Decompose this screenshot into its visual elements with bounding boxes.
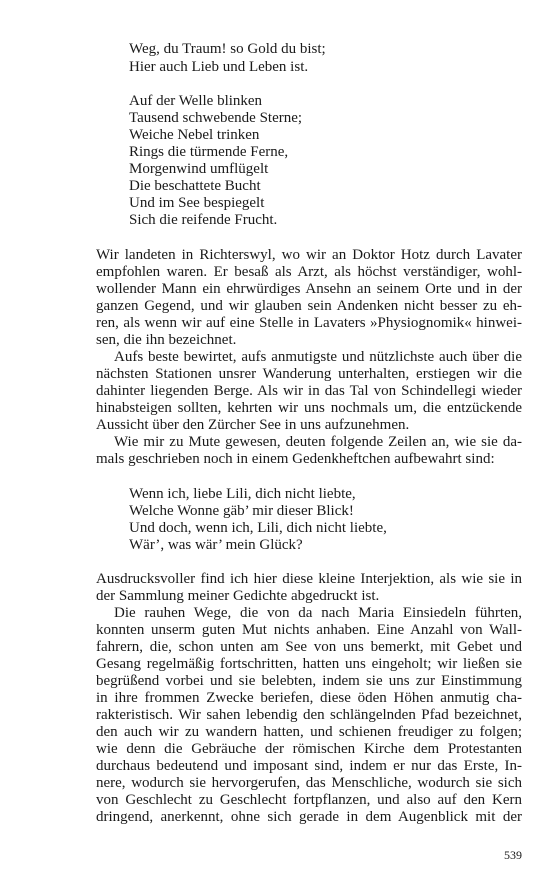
paragraph-line: nächsten Stationen unsrer Wanderung unterhalten, erstiegen wir die	[96, 366, 522, 382]
paragraph-line: nere, wodurch sie hervorgerufen, das Menschliche, wodurch sie sich	[96, 775, 522, 791]
poem-line: Welche Wonne gäb’ mir dieser Blick!	[129, 503, 354, 519]
paragraph-line: konnten unserm guten Mut nichts anhaben. Eine Anzahl von Wall-	[96, 622, 522, 638]
paragraph-line: Wie mir zu Mute gewesen, deuten folgende Zeilen an, wie sie da-	[114, 434, 522, 450]
paragraph-line: in ihre frommen Zwecke beriefen, diese öden Höhen anmutig cha-	[96, 690, 522, 706]
poem-line: Auf der Welle blinken	[129, 93, 263, 109]
paragraph-line: Wir landeten in Richterswyl, wo wir an Doktor Hotz durch Lavater	[96, 247, 522, 263]
paragraph-line: ganzen Gegend, und wir glauben sein Andenken nicht besser zu eh-	[96, 298, 522, 314]
paragraph-line: von Geschlecht zu Geschlecht fortpflanzen, und also auf den Kern	[96, 792, 522, 808]
paragraph-line: fahrern, die, schon unten am See von uns bemerkt, mit Gebet und	[96, 639, 522, 655]
page-number: 539	[504, 848, 522, 862]
paragraph-line: sen, die ihn bezeichnet.	[96, 332, 237, 348]
poem-line: Hier auch Lieb und Leben ist.	[129, 59, 309, 75]
poem-line: Weg, du Traum! so Gold du bist;	[129, 41, 326, 57]
paragraph-line: begrüßend vorbei und sie belebten, indem sie uns zur Einstimmung	[96, 673, 522, 689]
poem-line: Wenn ich, liebe Lili, dich nicht liebte,	[129, 486, 356, 502]
paragraph-line: rakteristisch. Wir sahen lebendig den schlängelnden Pfad bezeichnet,	[96, 707, 522, 723]
paragraph-line: ren, als wenn wir auf eine Stelle in Lavaters »Physiognomik« hinwei-	[96, 315, 522, 331]
paragraph-line: den auch wir zu wandern hatten, und schienen freudiger zu folgen;	[96, 724, 522, 740]
poem-line: Wär’, was wär’ mein Glück?	[129, 537, 303, 553]
poem-line: Sich die reifende Frucht.	[129, 212, 278, 228]
paragraph-line: hinabsteigen sollten, kehrten wir uns nochmals um, die entzückende	[96, 400, 522, 416]
poem-line: Morgenwind umflügelt	[129, 161, 269, 177]
paragraph-line: Ausdrucksvoller find ich hier diese kleine Interjektion, als wie sie in	[96, 571, 522, 587]
paragraph-line: der Sammlung meiner Gedichte abgedruckt ist.	[96, 588, 380, 604]
poem-line: Die beschattete Bucht	[129, 178, 261, 194]
paragraph-line: wie denn die Gebräuche der römischen Kirche dem Protestanten	[96, 741, 522, 757]
poem-line: Tausend schwebende Sterne;	[129, 110, 303, 126]
paragraph-line: durchaus bedeutend und imposant sind, indem er nur das Erste, In-	[96, 758, 522, 774]
paragraph-line: mals geschrieben noch in einem Gedenkheftchen aufbewahrt sind:	[96, 451, 495, 467]
poem-line: Und doch, wenn ich, Lili, dich nicht liebte,	[129, 520, 387, 536]
paragraph-line: wollender Mann ein ehrwürdiges Ansehn an seinem Orte und in der	[96, 281, 522, 297]
paragraph-line: Die rauhen Wege, die von da nach Maria Einsiedeln führten,	[114, 605, 522, 621]
paragraph-line: Aussicht über den Zürcher See in uns aufzunehmen.	[96, 417, 410, 433]
paragraph-line: dringend, anerkennt, ohne sich gerade in dem Augenblick mit der	[96, 809, 522, 825]
paragraph-line: Gesang regelmäßig fortschritten, hatten uns eingeholt; wir ließen sie	[96, 656, 522, 672]
paragraph-line: Aufs beste bewirtet, aufs anmutigste und nützlichste auch über die	[114, 349, 522, 365]
poem-line: Weiche Nebel trinken	[129, 127, 260, 143]
poem-line: Rings die türmende Ferne,	[129, 144, 289, 160]
paragraph-line: empfohlen waren. Er besaß als Arzt, als höchst verständiger, wohl-	[96, 264, 522, 280]
poem-line: Und im See bespiegelt	[129, 195, 265, 211]
paragraph-line: dahinter liegenden Berge. Als wir in das Tal von Schindellegi wieder	[96, 383, 522, 399]
